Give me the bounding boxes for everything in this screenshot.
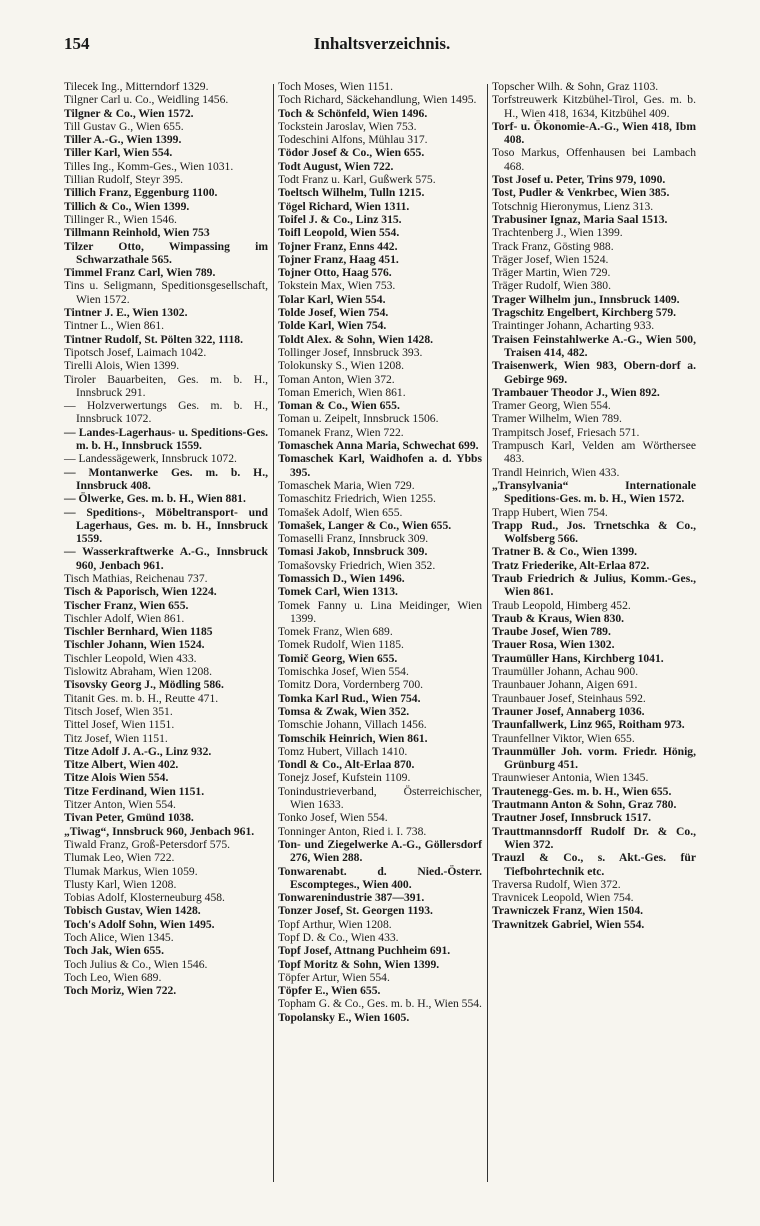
index-entry: Trapp Hubert, Wien 754. — [492, 505, 608, 519]
index-entry: Topscher Wilh. & Sohn, Graz 1103. — [492, 80, 659, 93]
index-entry: Tiwald Franz, Groß-Petersdorf 575. — [64, 837, 231, 851]
index-entry: Traisenwerk, Wien 983, Obern-dorf a. Gebirge 969. — [492, 359, 696, 386]
index-entry: „Tiwag“, Innsbruck 960, Jenbach 961. — [64, 824, 255, 838]
index-entry: Tlumak Markus, Wien 1059. — [64, 864, 198, 878]
index-column-2 — [278, 80, 482, 1180]
page-header — [62, 34, 702, 58]
page-title: Inhaltsverzeichnis. — [313, 34, 451, 53]
index-entry: Todt Franz u. Karl, Gußwerk 575. — [278, 173, 436, 187]
index-entry: Topf Moritz & Sohn, Wien 1399. — [278, 957, 440, 971]
index-entry: Toifel J. & Co., Linz 315. — [278, 212, 402, 226]
index-entry: Trabusiner Ignaz, Maria Saal 1513. — [492, 212, 668, 226]
index-entry: Trapp Rud., Jos. Trnetschka & Co., Wolfsberg 566. — [492, 518, 696, 546]
index-entry: Tischler Bernhard, Wien 1185 — [64, 625, 213, 639]
index-entry: Tisch & Paporisch, Wien 1224. — [64, 585, 217, 599]
index-entry: — Holzverwertungs Ges. m. b. H., Innsbruck 1072. — [64, 399, 268, 426]
index-entry: Träger Rudolf, Wien 380. — [492, 279, 612, 293]
index-entry: Traumüller Hans, Kirchberg 1041. — [492, 651, 664, 665]
index-entry: Traunfallwerk, Linz 965, Roitham 973. — [492, 718, 685, 732]
index-entry: Traintinger Johann, Acharting 933. — [492, 319, 655, 333]
index-entry: Toch Jak, Wien 655. — [64, 944, 164, 958]
index-entry: Tomschik Heinrich, Wien 861. — [278, 731, 428, 745]
index-entry: Tramer Wilhelm, Wien 789. — [492, 412, 622, 426]
index-entry: Titze Albert, Wien 402. — [64, 758, 179, 772]
index-entry: Tomašovsky Friedrich, Wien 352. — [278, 558, 436, 572]
index-entry: Tomschie Johann, Villach 1456. — [278, 718, 427, 732]
index-entry: Trager Wilhelm jun., Innsbruck 1409. — [492, 292, 680, 306]
index-entry: — Landes-Lagerhaus- u. Speditions-Ges. m. b. H., Innsbruck 1559. — [64, 425, 268, 453]
index-entry: Tojner Franz, Enns 442. — [278, 239, 398, 253]
column-divider — [273, 84, 274, 1182]
index-entry: Traunfellner Viktor, Wien 655. — [492, 731, 635, 745]
index-entry: Ton- und Ziegelwerke A.-G., Göllersdorf 276, Wien 288. — [278, 837, 482, 865]
index-entry: Tobisch Gustav, Wien 1428. — [64, 904, 201, 918]
index-entry: Tlusty Karl, Wien 1208. — [64, 877, 177, 891]
index-entry: Tödor Josef & Co., Wien 655. — [278, 146, 425, 160]
index-entry: Traub & Kraus, Wien 830. — [492, 611, 625, 625]
index-entry: „Transylvania“ Internationale Speditions-Ges. m. b. H., Wien 1572. — [492, 478, 696, 506]
index-entry: Topf Arthur, Wien 1208. — [278, 917, 392, 931]
index-entry: Traunbauer Josef, Steinhaus 592. — [492, 691, 646, 705]
index-entry: Tonninger Anton, Ried i. I. 738. — [278, 824, 427, 838]
index-entry: Tonwarenabt. d. Nied.-Österr. Escompteges., Wien 400. — [278, 864, 482, 891]
index-entry: Tojner Otto, Haag 576. — [278, 266, 392, 280]
index-entry: Tillich Franz, Eggenburg 1100. — [64, 186, 218, 200]
index-entry: Träger Martin, Wien 729. — [492, 266, 611, 280]
index-entry: Tondl & Co., Alt-Erlaa 870. — [278, 758, 415, 772]
index-entry: Trachtenberg J., Wien 1399. — [492, 226, 623, 240]
index-entry: Tokstein Max, Wien 753. — [278, 279, 396, 293]
index-entry: Tintner J. E., Wien 1302. — [64, 306, 188, 320]
index-entry: Tillmann Reinhold, Wien 753 — [64, 226, 210, 240]
index-entry: Trauttmannsdorff Rudolf Dr. & Co., Wien 372. — [492, 824, 696, 851]
index-entry: Topham G. & Co., Ges. m. b. H., Wien 554. — [278, 997, 482, 1011]
index-entry: Toman u. Zeipelt, Innsbruck 1506. — [278, 412, 439, 426]
index-entry: Trauer Rosa, Wien 1302. — [492, 638, 615, 652]
index-entry: Traunmüller Joh. vorm. Friedr. Hönig, Grünburg 451. — [492, 744, 696, 772]
index-entry: Tomitz Dora, Vordernberg 700. — [278, 678, 424, 692]
index-entry: Trautner Josef, Innsbruck 1517. — [492, 811, 652, 825]
index-entry: Tintner L., Wien 861. — [64, 319, 165, 333]
index-entry: Tramer Georg, Wien 554. — [492, 399, 611, 413]
index-entry: Tratner B. & Co., Wien 1399. — [492, 545, 638, 559]
index-entry: Tomek Carl, Wien 1313. — [278, 585, 398, 599]
index-column-3 — [492, 80, 696, 1180]
index-entry: Trampitsch Josef, Friesach 571. — [492, 425, 640, 439]
index-entry: Tragschitz Engelbert, Kirchberg 579. — [492, 306, 677, 320]
index-entry: Trauner Josef, Annaberg 1036. — [492, 704, 645, 718]
index-entry: Traisen Feinstahlwerke A.-G., Wien 500, Traisen 414, 482. — [492, 332, 696, 359]
index-entry: Tolokunsky S., Wien 1208. — [278, 359, 405, 373]
index-entry: Tonwarenindustrie 387—391. — [278, 891, 425, 905]
index-entry: Traunwieser Antonia, Wien 1345. — [492, 771, 649, 785]
index-entry: Torf- u. Ökonomie-A.-G., Wien 418, Ibm 408. — [492, 119, 696, 147]
index-entry: Trawnitzek Gabriel, Wien 554. — [492, 917, 645, 931]
index-entry: Tonindustrieverband, Österreichischer, Wien 1633. — [278, 784, 482, 812]
index-entry: Tomek Rudolf, Wien 1185. — [278, 638, 404, 652]
index-entry: Toman Emerich, Wien 861. — [278, 385, 406, 399]
index-entry: Tomek Fanny u. Lina Meidinger, Wien 1399. — [278, 598, 482, 625]
index-entry: — Speditions-, Möbeltransport- und Lagerhaus, Ges. m. b. H., Innsbruck 1559. — [64, 505, 268, 546]
index-entry: Tomek Franz, Wien 689. — [278, 625, 393, 639]
index-entry: — Montanwerke Ges. m. b. H., Innsbruck 408. — [64, 465, 268, 492]
index-entry: Totschnig Hieronymus, Lienz 313. — [492, 199, 654, 213]
index-entry: Topf Josef, Attnang Puchheim 691. — [278, 944, 451, 958]
index-entry: Toman & Co., Wien 655. — [278, 399, 400, 413]
index-entry: Toch Moriz, Wien 722. — [64, 984, 177, 998]
index-entry: Tögel Richard, Wien 1311. — [278, 199, 410, 213]
index-entry: Tobias Adolf, Klosterneuburg 458. — [64, 891, 225, 905]
index-entry: Tins u. Seligmann, Speditionsgesellschaft, Wien 1572. — [64, 279, 268, 306]
index-entry: Tockstein Jaroslav, Wien 753. — [278, 119, 417, 133]
index-column-1 — [64, 80, 268, 1180]
index-entry: Tomašek, Langer & Co., Wien 655. — [278, 518, 452, 532]
index-entry: Titzer Anton, Wien 554. — [64, 798, 176, 812]
index-entry: Tolar Karl, Wien 554. — [278, 292, 386, 306]
index-entry: Tipotsch Josef, Laimach 1042. — [64, 345, 207, 359]
index-entry: Träger Josef, Wien 1524. — [492, 252, 609, 266]
index-entry: Tillinger R., Wien 1546. — [64, 212, 177, 226]
index-entry: Trampusch Karl, Velden am Wörthersee 483. — [492, 439, 696, 466]
index-entry: Traunbauer Johann, Aigen 691. — [492, 678, 638, 692]
index-entry: Toch Moses, Wien 1151. — [278, 80, 393, 93]
index-entry: Trandl Heinrich, Wien 433. — [492, 465, 620, 479]
index-entry: Tomischka Josef, Wien 554. — [278, 665, 409, 679]
index-entry: Tomka Karl Rud., Wien 754. — [278, 691, 421, 705]
index-entry: Tollinger Josef, Innsbruck 393. — [278, 345, 423, 359]
index-entry: Tomanek Franz, Wien 722. — [278, 425, 404, 439]
index-entry: Tomz Hubert, Villach 1410. — [278, 744, 408, 758]
index-entry: Tomaschek Anna Maria, Schwechat 699. — [278, 439, 479, 453]
index-entry: Tojner Franz, Haag 451. — [278, 252, 399, 266]
index-entry: Tiroler Bauarbeiten, Ges. m. b. H., Innsbruck 291. — [64, 372, 268, 399]
index-entry: Toso Markus, Offenhausen bei Lambach 468. — [492, 146, 696, 173]
index-entry: Torfstreuwerk Kitzbühel-Tirol, Ges. m. b. H., Wien 418, 1634, Kitzbühel 409. — [492, 93, 696, 120]
index-entry: Tolde Karl, Wien 754. — [278, 319, 387, 333]
index-entry: Tischler Adolf, Wien 861. — [64, 611, 185, 625]
index-entry: Toch Julius & Co., Wien 1546. — [64, 957, 208, 971]
index-entry: Tonejz Josef, Kufstein 1109. — [278, 771, 411, 785]
index-entry: Toman Anton, Wien 372. — [278, 372, 395, 386]
index-entry: — Wasserkraftwerke A.-G., Innsbruck 960, Jenbach 961. — [64, 545, 268, 572]
index-entry: Toch Alice, Wien 1345. — [64, 931, 174, 944]
index-entry: Trautenegg-Ges. m. b. H., Wien 655. — [492, 784, 672, 798]
index-entry: Tischler Johann, Wien 1524. — [64, 638, 205, 652]
index-entry: Tomaschitz Friedrich, Wien 1255. — [278, 492, 436, 506]
index-entry: Toldt Alex. & Sohn, Wien 1428. — [278, 332, 434, 346]
index-entry: Toch's Adolf Sohn, Wien 1495. — [64, 917, 215, 931]
index-entry: — Landessägewerk, Innsbruck 1072. — [64, 452, 237, 466]
index-entry: Trautmann Anton & Sohn, Graz 780. — [492, 798, 677, 812]
index-entry: Toifl Leopold, Wien 554. — [278, 226, 400, 240]
index-entry: Todt August, Wien 722. — [278, 159, 394, 173]
index-entry: Tomaschek Maria, Wien 729. — [278, 478, 415, 492]
index-entry: Tillian Rudolf, Steyr 395. — [64, 173, 184, 187]
index-entry: Tomsa & Zwak, Wien 352. — [278, 704, 410, 718]
index-entry: Travnicek Leopold, Wien 754. — [492, 891, 634, 905]
index-entry: Toeltsch Wilhelm, Tulln 1215. — [278, 186, 425, 200]
index-columns — [64, 80, 702, 1200]
index-entry: Tilzer Otto, Wimpassing im Schwarzathale 565. — [64, 239, 268, 266]
index-entry: Trambauer Theodor J., Wien 892. — [492, 385, 660, 399]
index-entry: Tillich & Co., Wien 1399. — [64, 199, 190, 213]
index-entry: Tlumak Leo, Wien 722. — [64, 851, 175, 865]
index-entry: Tintner Rudolf, St. Pölten 322, 1118. — [64, 332, 243, 346]
index-entry: Tonko Josef, Wien 554. — [278, 811, 388, 825]
index-entry: Todeschini Alfons, Mühlau 317. — [278, 133, 428, 147]
index-entry: Tisovsky Georg J., Mödling 586. — [64, 678, 224, 692]
index-entry: Tomaselli Franz, Innsbruck 309. — [278, 532, 429, 546]
index-entry: Tivan Peter, Gmünd 1038. — [64, 811, 194, 825]
index-entry: Tost Josef u. Peter, Trins 979, 1090. — [492, 173, 666, 187]
index-entry: Tislowitz Abraham, Wien 1208. — [64, 665, 212, 679]
index-entry: Tilecek Ing., Mitterndorf 1329. — [64, 80, 209, 93]
index-entry: Timmel Franz Carl, Wien 789. — [64, 266, 216, 280]
index-entry: Topolansky E., Wien 1605. — [278, 1010, 410, 1024]
index-entry: Topf D. & Co., Wien 433. — [278, 931, 399, 944]
index-entry: Trauzl & Co., s. Akt.-Ges. für Tiefbohrtechnik etc. — [492, 851, 696, 878]
index-entry: — Ölwerke, Ges. m. b. H., Wien 881. — [64, 492, 246, 506]
index-entry: Traversa Rudolf, Wien 372. — [492, 877, 621, 891]
index-entry: Tomašek Adolf, Wien 655. — [278, 505, 403, 519]
index-entry: Traub Leopold, Himberg 452. — [492, 598, 631, 612]
index-entry: Tomasi Jakob, Innsbruck 309. — [278, 545, 428, 559]
index-entry: Tisch Mathias, Reichenau 737. — [64, 571, 208, 585]
page-number: 154 — [64, 34, 90, 53]
index-entry: Trawniczek Franz, Wien 1504. — [492, 904, 644, 918]
column-divider — [487, 84, 488, 1182]
index-entry: Tittel Josef, Wien 1151. — [64, 718, 175, 732]
index-entry: Tomassich D., Wien 1496. — [278, 571, 405, 585]
index-entry: Tilles Ing., Komm-Ges., Wien 1031. — [64, 159, 234, 173]
index-entry: Toch Richard, Säckehandlung, Wien 1495. — [278, 93, 477, 107]
index-entry: Traub Friedrich & Julius, Komm.-Ges., Wien 861. — [492, 571, 696, 599]
index-entry: Tilgner Carl u. Co., Weidling 1456. — [64, 93, 229, 107]
index-entry: Tost, Pudler & Venkrbec, Wien 385. — [492, 186, 670, 200]
index-entry: Tirelli Alois, Wien 1399. — [64, 359, 180, 373]
index-entry: Tilgner & Co., Wien 1572. — [64, 106, 194, 120]
index-entry: Traube Josef, Wien 789. — [492, 625, 611, 639]
index-entry: Tiller A.-G., Wien 1399. — [64, 133, 182, 147]
index-entry: Titz Josef, Wien 1151. — [64, 731, 168, 745]
index-entry: Tischler Leopold, Wien 433. — [64, 651, 197, 665]
index-entry: Titze Adolf J. A.-G., Linz 932. — [64, 744, 212, 758]
index-entry: Töpfer E., Wien 655. — [278, 984, 381, 998]
index-entry: Titsch Josef, Wien 351. — [64, 704, 173, 718]
index-entry: Tolde Josef, Wien 754. — [278, 306, 389, 320]
index-entry: Toch Leo, Wien 689. — [64, 970, 162, 984]
index-entry: Titze Ferdinand, Wien 1151. — [64, 784, 205, 798]
index-entry: Till Gustav G., Wien 655. — [64, 119, 184, 133]
index-entry: Traumüller Johann, Achau 900. — [492, 665, 639, 679]
index-entry: Töpfer Artur, Wien 554. — [278, 970, 390, 984]
index-entry: Track Franz, Gösting 988. — [492, 239, 614, 253]
index-entry: Tomič Georg, Wien 655. — [278, 651, 398, 665]
index-entry: Tratz Friederike, Alt-Erlaa 872. — [492, 558, 650, 572]
index-entry: Tomaschek Karl, Waidhofen a. d. Ybbs 395. — [278, 452, 482, 479]
index-entry: Titze Alois Wien 554. — [64, 771, 169, 785]
index-entry: Toch & Schönfeld, Wien 1496. — [278, 106, 428, 120]
index-entry: Tiller Karl, Wien 554. — [64, 146, 173, 160]
index-entry: Titanit Ges. m. b. H., Reutte 471. — [64, 691, 219, 705]
index-entry: Tonzer Josef, St. Georgen 1193. — [278, 904, 433, 918]
index-entry: Tischer Franz, Wien 655. — [64, 598, 189, 612]
